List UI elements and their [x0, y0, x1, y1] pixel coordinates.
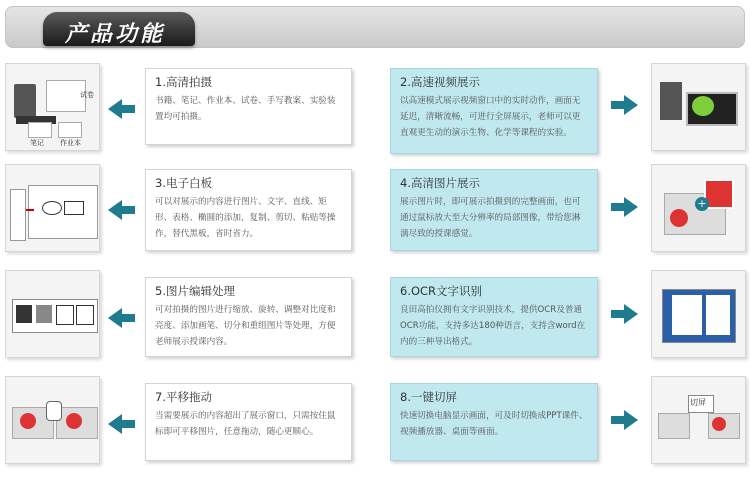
thumbnail-screen-switch	[651, 376, 746, 464]
page-title: 产品功能	[65, 22, 166, 47]
thumbnail-video-display	[651, 63, 746, 151]
feature-description: 以高速模式展示视频窗口中的实时动作，画面无延迟，清晰流畅，可进行全屏展示，老师可以更直观更生动的演示生物、化学等课程的实验。	[400, 96, 581, 138]
feature-description: 良田高拍仪拥有文字识别技术，提供OCR及普通OCR功能，支持多达180种语言，支持含word在内的三种导出格式。	[400, 305, 586, 347]
feature-card-3	[145, 169, 352, 251]
feature-card-8	[390, 383, 598, 461]
thumb-label-notes: 笔记	[30, 139, 44, 147]
feature-title: 2.高速视频展示	[400, 75, 480, 89]
thumbnail-image-zoom: +	[651, 164, 746, 252]
feature-title: 1.高清拍摄	[155, 75, 212, 89]
feature-title: 3.电子白板	[155, 176, 212, 190]
section-header	[5, 6, 745, 48]
feature-description: 可对拍摄的图片进行缩放、旋转、调整对比度和亮度、添加画笔、切分和重组图片等处理，方便老师展示授课内容。	[155, 305, 336, 347]
feature-card-5	[145, 277, 352, 357]
thumbnail-image-editing	[5, 270, 100, 358]
thumbnail-document-camera	[5, 63, 100, 151]
feature-title: 6.OCR文字识别	[400, 284, 483, 298]
feature-title: 5.图片编辑处理	[155, 284, 235, 298]
thumbnail-ocr	[651, 270, 746, 358]
feature-description: 当需要展示的内容超出了展示窗口，只需按住鼠标即可平移图片，任意拖动，随心更顺心。	[155, 411, 336, 437]
feature-title: 4.高清图片展示	[400, 176, 480, 190]
feature-card-1	[145, 68, 352, 145]
feature-card-6	[390, 277, 598, 357]
feature-card-4	[390, 169, 598, 251]
thumb-label-homework: 作业本	[60, 139, 81, 147]
feature-description: 书籍、笔记、作业本、试卷、手写教案、实验装置均可拍摄。	[155, 96, 336, 122]
feature-card-2	[390, 68, 598, 154]
feature-description: 展示图片时，即可展示拍摄到的完整画面，也可通过鼠标放大至大分辨率的局部图像，带给您淋漓尽致的授课感觉。	[400, 197, 581, 239]
thumbnail-whiteboard	[5, 164, 100, 252]
thumb-label-switch: 切屏	[690, 398, 706, 407]
feature-description: 快速切换电脑显示画面，可及时切换成PPT课件、视频播放器、桌面等画面。	[400, 411, 588, 437]
feature-title: 7.平移拖动	[155, 390, 212, 404]
thumb-label-exam: 试卷	[80, 91, 94, 99]
thumbnail-pan-drag	[5, 376, 100, 464]
feature-title: 8.一键切屏	[400, 390, 457, 404]
feature-card-7	[145, 383, 352, 461]
feature-description: 可以对展示的内容进行图片、文字、直线、矩形、表格、椭圆的添加，复制、剪切、粘贴等操作，替代黑板，省时省力。	[155, 197, 336, 239]
